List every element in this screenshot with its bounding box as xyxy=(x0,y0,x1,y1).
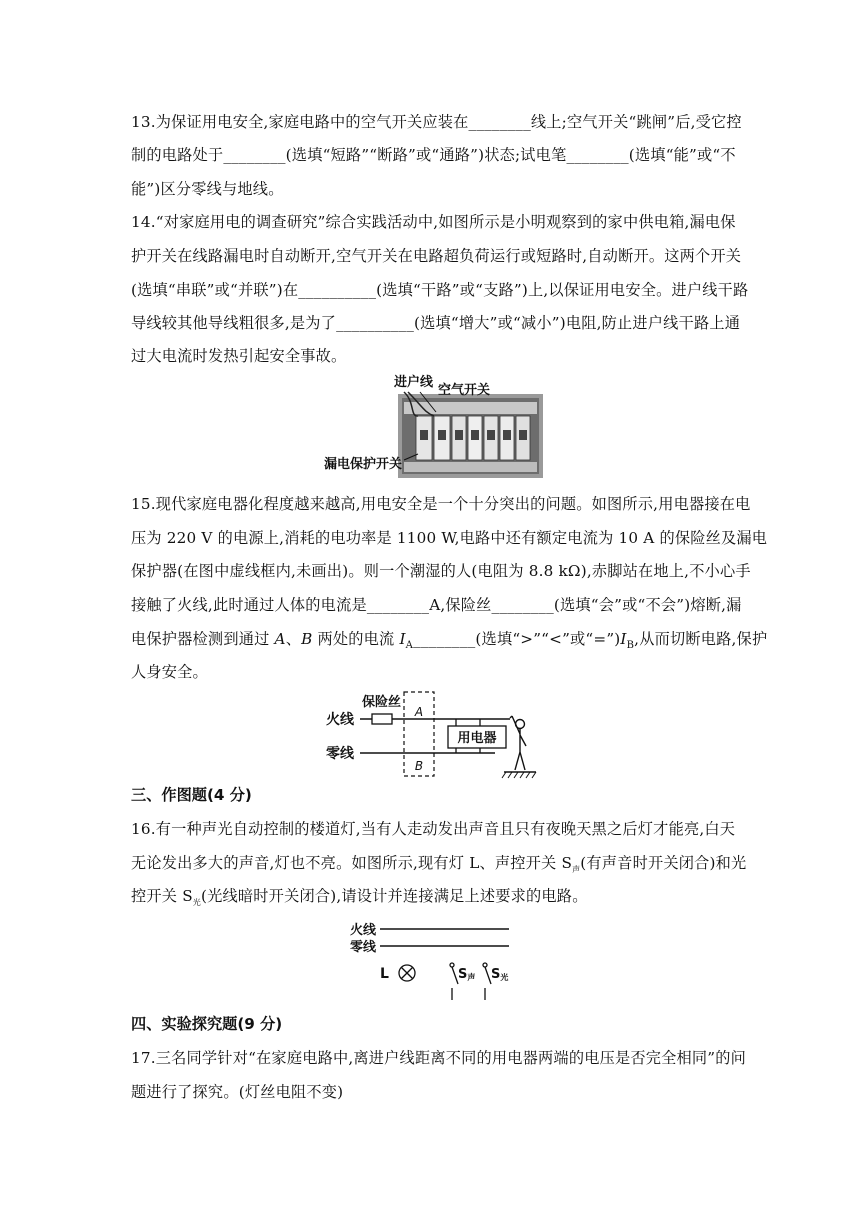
label-sound-switch-S: S xyxy=(458,967,468,982)
q15-line-2: 压为 220 V 的电源上,消耗的电功率是 1100 W,电路中还有额定电流为 10 A 的保险丝及漏电 xyxy=(131,529,768,547)
q17-line-1: 17.三名同学针对“在家庭电路中,离进户线距离不同的用电器两端的电压是否完全相同”的问 xyxy=(131,1049,747,1067)
q16-l3-post: (光线暗时开关闭合),请设计并连接满足上述要求的电路。 xyxy=(201,887,588,905)
q15-l5-subB: B xyxy=(626,640,635,652)
label-leak-switch: 漏电保护开关 xyxy=(324,457,403,472)
q16-line-2 xyxy=(131,853,746,880)
q15-line-1: 15.现代家庭电器化程度越来越高,用电安全是一个十分突出的问题。如图所示,用电器接在电 xyxy=(131,495,751,513)
label-incoming-line: 进户线 xyxy=(394,375,434,390)
q16-line-3 xyxy=(131,886,588,913)
label-neutral-wire: 零线 xyxy=(326,746,354,762)
fuse-symbol xyxy=(372,714,392,724)
label-light-switch-S: S xyxy=(491,967,501,982)
label-neutral-wire-2: 零线 xyxy=(350,940,377,955)
q15-line-5 xyxy=(131,629,767,656)
q15-l5-subA: A xyxy=(405,640,414,652)
q14-line-3: (选填“串联”或“并联”)在__________(选填“干路”或“支路”)上,以保证用电安全。进户线干路 xyxy=(131,281,749,299)
q15-l5-mid2: 两处的电流 xyxy=(312,630,400,648)
person-figure xyxy=(510,716,526,770)
lamp-symbol xyxy=(399,965,415,981)
leakage-circuit-figure xyxy=(320,688,545,780)
q16-line-1: 16.有一种声光自动控制的楼道灯,当有人走动发出声音且只有夜晚天黑之后灯才能亮,白天 xyxy=(131,820,736,838)
point-A: A xyxy=(414,705,424,719)
label-appliance: 用电器 xyxy=(457,731,497,746)
lamp-switch-figure xyxy=(346,918,516,1002)
light-switch-symbol xyxy=(483,963,491,1000)
q15-l5-mid3: ________(选填“>”“<”或“=”) xyxy=(413,630,621,648)
q15-l5-mid1: 、 xyxy=(285,630,302,648)
label-live-wire: 火线 xyxy=(326,712,354,728)
q13-line-2: 制的电路处于________(选填“短路”“断路”或“通路”)状态;试电笔________(选填“能”或“不 xyxy=(131,146,736,164)
q17-line-2: 题进行了探究。(灯丝电阻不变) xyxy=(131,1083,344,1101)
label-light-switch xyxy=(491,967,508,982)
label-live-wire-2: 火线 xyxy=(350,923,377,938)
ground-hatch xyxy=(502,772,536,778)
top-rail xyxy=(404,402,537,414)
label-lamp: L xyxy=(380,966,389,982)
q15-l5-post: ,从而切断电路,保护 xyxy=(634,630,768,648)
q15-l5-B: B xyxy=(301,630,313,648)
distribution-box-figure xyxy=(320,372,545,480)
q15-line-4: 接触了火线,此时通过人体的电流是________A,保险丝________(选填“会”或“不会”)熔断,漏 xyxy=(131,596,742,614)
q14-line-1: 14.“对家庭用电的调查研究”综合实践活动中,如图所示是小明观察到的家中供电箱,漏电保 xyxy=(131,213,736,231)
q16-l3-sub: 光 xyxy=(192,898,201,908)
label-light-switch-sub: 光 xyxy=(500,973,509,982)
q13-line-1: 13.为保证用电安全,家庭电路中的空气开关应装在________线上;空气开关“跳闸”后,受它控 xyxy=(131,113,742,131)
label-fuse: 保险丝 xyxy=(362,695,402,710)
section-3-title: 三、作图题(4 分) xyxy=(131,786,252,804)
q13-line-3: 能”)区分零线与地线。 xyxy=(131,180,284,198)
q15-l5-I2: I xyxy=(620,630,627,648)
q15-l5-A: A xyxy=(274,630,286,648)
q15-l5-pre: 电保护器检测到通过 xyxy=(131,630,275,648)
point-B: B xyxy=(414,759,424,773)
q16-l2-main: 无论发出多大的声音,灯也不亮。如图所示,现有灯 L、声控开关 S xyxy=(131,854,573,872)
q14-line-5: 过大电流时发热引起安全事故。 xyxy=(131,347,347,365)
sound-switch-symbol xyxy=(450,963,458,1000)
q15-line-6: 人身安全。 xyxy=(131,663,208,681)
q15-l5-I: I xyxy=(399,630,406,648)
section-4-title: 四、实验探究题(9 分) xyxy=(131,1015,283,1033)
q16-l2-post: (有声音时开关闭合)和光 xyxy=(580,854,747,872)
q16-l2-sub: 声 xyxy=(572,865,581,875)
label-sound-switch-sub: 声 xyxy=(467,973,476,982)
bottom-rail xyxy=(404,462,537,472)
label-sound-switch xyxy=(458,967,475,982)
label-air-switch: 空气开关 xyxy=(438,383,491,398)
q14-line-4: 导线较其他导线粗很多,是为了__________(选填“增大”或“减小”)电阻,防止进户线干路上通 xyxy=(131,314,741,332)
q15-line-3: 保护器(在图中虚线框内,未画出)。则一个潮湿的人(电阻为 8.8 kΩ),赤脚站在地上,不小心手 xyxy=(131,562,751,580)
q14-line-2: 护开关在线路漏电时自动断开,空气开关在电路超负荷运行或短路时,自动断开。这两个开关 xyxy=(131,247,742,265)
q16-l3-pre: 控开关 S xyxy=(131,887,193,905)
